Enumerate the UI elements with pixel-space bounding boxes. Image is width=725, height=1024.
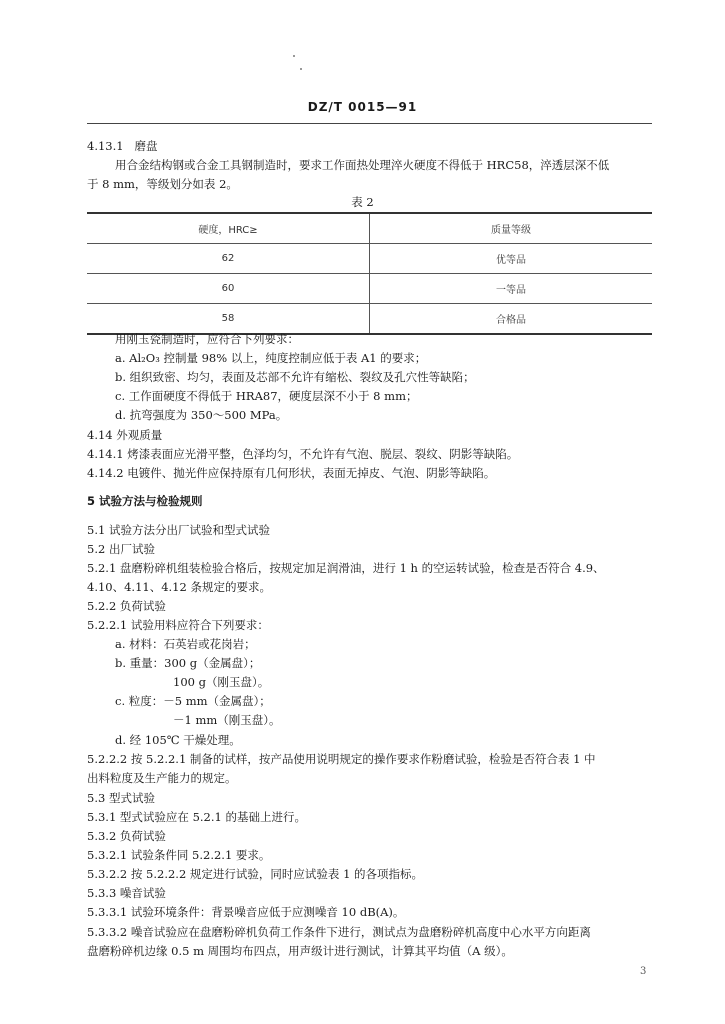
section-5-3-2-2: 5.3.2.2 按 5.2.2.2 规定进行试验，同时应试验表 1 的各项指标。	[87, 867, 424, 881]
table-header-row	[87, 213, 652, 244]
cell-grade: 一等品	[496, 285, 526, 296]
list-item: d. 抗弯强度为 350～500 MPa。	[115, 408, 288, 422]
section-4-14-2: 4.14.2 电镀件、抛光件应保持原有几何形状，表面无掉皮、气泡、阴影等缺陷。	[87, 466, 496, 480]
section-5-3-3-1: 5.3.3.1 试验环境条件：背景噪音应低于应测噪音 10 dB(A)。	[87, 905, 405, 919]
section-5-2-2: 5.2.2 负荷试验	[87, 599, 166, 613]
paragraph-line: 盘磨粉碎机边缘 0.5 m 周围均布四点，用声级计进行测试，计算其平均值（A 级）。	[87, 944, 513, 958]
list-item: c. 工作面硬度不得低于 HRA87，硬度层深不小于 8 mm；	[115, 389, 418, 403]
section-5-heading: 5 试验方法与检验规则	[87, 494, 203, 508]
scan-speck	[293, 55, 295, 57]
table-caption: 表 2	[351, 195, 374, 209]
table-2	[87, 212, 652, 335]
paragraph-line: 于 8 mm，等级划分如表 2。	[87, 177, 238, 191]
table-row	[87, 274, 652, 304]
section-5-2: 5.2 出厂试验	[87, 542, 155, 556]
list-item: a. 材料：石英岩或花岗岩；	[115, 637, 256, 651]
header-grade: 质量等级	[491, 225, 531, 236]
scan-speck	[300, 68, 302, 70]
section-5-3-3: 5.3.3 噪音试验	[87, 886, 166, 900]
list-item: c. 粒度：－5 mm（金属盘）；	[115, 694, 271, 708]
section-5-2-1: 5.2.1 盘磨粉碎机组装检验合格后，按规定加足润滑油，进行 1 h 的空运转试验，检查是否符合 4.9、	[87, 561, 605, 575]
section-4-14-1: 4.14.1 烤漆表面应光滑平整，色泽均匀，不允许有气泡、脱层、裂纹、阴影等缺陷。	[87, 447, 519, 461]
paragraph-line: 出料粒度及生产能力的规定。	[87, 771, 237, 785]
cell-hardness: 62	[87, 244, 370, 274]
list-item: －1 mm（刚玉盘）。	[173, 713, 281, 727]
section-5-2-2-1: 5.2.2.1 试验用料应符合下列要求：	[87, 618, 269, 632]
document-header: DZ/T 0015—91	[307, 100, 418, 114]
list-item: d. 经 105℃ 干燥处理。	[115, 733, 241, 747]
header-hardness: 硬度，HRC≥	[87, 213, 370, 244]
section-4-13-1	[87, 139, 158, 153]
list-item: b. 重量：300 g（金属盘）；	[115, 656, 261, 670]
paragraph-line: 用合金结构钢或合金工具钢制造时，要求工作面热处理淬火硬度不得低于 HRC58，淬透层深不低	[115, 158, 610, 172]
section-5-3-3-2: 5.3.3.2 噪音试验应在盘磨粉碎机负荷工作条件下进行，测试点为盘磨粉碎机高度中心水平方向距离	[87, 925, 591, 939]
header-rule	[87, 123, 652, 124]
cell-grade: 合格品	[496, 315, 526, 326]
list-item: 100 g（刚玉盘）。	[173, 675, 270, 689]
paragraph-line: 用刚玉瓷制造时，应符合下列要求：	[115, 332, 299, 346]
cell-hardness: 58	[87, 304, 370, 335]
section-5-1: 5.1 试验方法分出厂试验和型式试验	[87, 523, 270, 537]
table-row	[87, 304, 652, 335]
section-5-3: 5.3 型式试验	[87, 791, 155, 805]
paragraph-line: 4.10、4.11、4.12 条规定的要求。	[87, 580, 271, 594]
section-5-2-2-2: 5.2.2.2 按 5.2.2.1 制备的试样，按产品使用说明规定的操作要求作粉磨试验，检验是否符合表 1 中	[87, 752, 596, 766]
section-title: 磨盘	[134, 139, 158, 153]
cell-grade: 优等品	[496, 255, 526, 266]
section-number: 4.13.1	[87, 139, 124, 153]
section-5-3-1: 5.3.1 型式试验应在 5.2.1 的基础上进行。	[87, 810, 306, 824]
section-5-3-2: 5.3.2 负荷试验	[87, 829, 166, 843]
page-number: 3	[640, 966, 647, 977]
cell-hardness: 60	[87, 274, 370, 304]
section-4-14: 4.14 外观质量	[87, 428, 163, 442]
table-row	[87, 244, 652, 274]
list-item: a. Al₂O₃ 控制量 98% 以上，纯度控制应低于表 A1 的要求；	[115, 351, 427, 365]
list-item: b. 组织致密、均匀，表面及芯部不允许有缩松、裂纹及孔穴性等缺陷；	[115, 370, 475, 384]
section-5-3-2-1: 5.3.2.1 试验条件同 5.2.2.1 要求。	[87, 848, 271, 862]
